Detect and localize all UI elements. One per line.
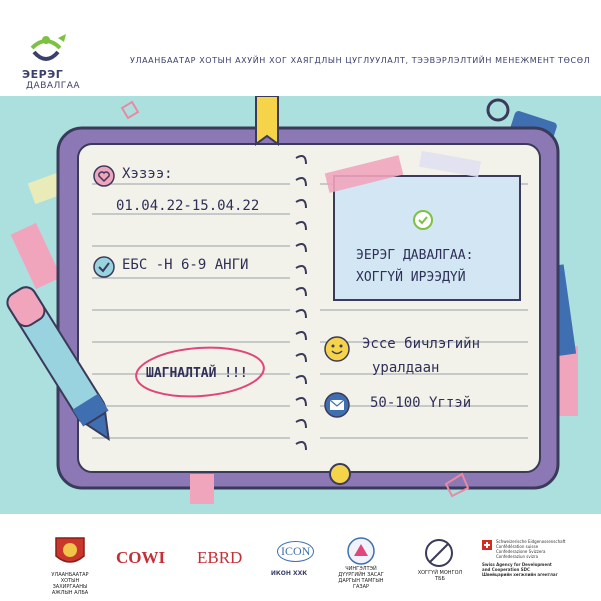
district-office-name: ЧИНГЭЛТЭЙ ДҮҮРГИЙН ЗАСАГ ДАРГЫН ТАМГЫН ГАЗАР <box>338 566 384 590</box>
recycle-person-icon <box>22 30 94 70</box>
swiss-line: Schweizerische Eidgenossenschaft <box>496 539 566 544</box>
icon-llc-logo: ICON <box>277 541 314 562</box>
sdc-line: Швейцарийн хөгжлийн агентлаг <box>482 572 558 577</box>
swiss-line: Confederaziun svizra <box>496 554 539 559</box>
envelope-icon <box>324 392 350 418</box>
contest-line1: Эссе бичлэгийн <box>362 336 481 352</box>
city-emblem-icon <box>52 534 88 570</box>
heart-icon <box>93 165 115 187</box>
prize-text: ШАГНАЛТАЙ !!! <box>146 366 248 381</box>
date-range: 01.04.22-15.04.22 <box>116 198 260 214</box>
sdc-line: Swiss Agency for Development <box>482 562 552 567</box>
brand-logo <box>22 30 94 90</box>
swiss-agency-block <box>496 539 565 559</box>
sticky-title-line1: ЭЕРЭГ ДАВАЛГАА: <box>356 248 474 263</box>
header <box>0 0 601 96</box>
district-emblem-icon <box>346 536 376 566</box>
bookmark-icon <box>256 96 278 144</box>
sdc-line: and Cooperation SDC <box>482 567 530 572</box>
sdc-block <box>482 562 558 577</box>
ebrd-logo: EBRD <box>197 548 243 567</box>
icon-llc-name: ИКОН ХХК <box>270 570 308 577</box>
swiss-line: Confédération suisse <box>496 544 539 549</box>
sponsor-bar <box>0 514 601 601</box>
notebook-scene <box>0 96 601 514</box>
brand-name-line2: ДАВАЛГАА <box>26 81 81 91</box>
municipality-name: УЛААНБААТАР ХОТЫН ЗАХИРГААНЫ АЖЛЫН АЛБА <box>51 572 89 596</box>
push-pin-icon <box>330 464 350 484</box>
notebook-illustration <box>0 96 601 514</box>
smiley-icon <box>324 336 350 362</box>
binder-clip-icon <box>488 100 508 120</box>
brand-name-line1: ЭЕРЭГ <box>22 68 64 81</box>
check-icon <box>413 210 433 230</box>
word-count-text: 50-100 Үгтэй <box>370 395 472 411</box>
cowi-logo: COWI <box>116 548 166 567</box>
audience-text: ЕБС -Н 6-9 АНГИ <box>122 257 249 273</box>
project-title: УЛААНБААТАР ХОТЫН АХУЙН ХОГ ХАЯГДЛЫН ЦУГЛУУЛАЛТ, ТЭЭВЭРЛЭЛТИЙН МЕНЕЖМЕНТ ТӨСӨЛ <box>130 56 591 65</box>
paper-clip-icon <box>122 102 138 118</box>
sticky-title-line2: ХОГГҮЙ ИРЭЭДҮЙ <box>356 270 466 285</box>
check-icon <box>93 256 115 278</box>
swiss-line: Confederazione Svizzera <box>496 549 546 554</box>
zero-waste-icon <box>424 538 454 568</box>
contest-line2: уралдаан <box>372 360 440 376</box>
date-label: Хэзээ: <box>122 166 173 182</box>
ngo-name: ХОГГҮЙ МОНГОЛ ТББ <box>417 570 463 582</box>
swiss-flag-icon <box>482 540 492 550</box>
